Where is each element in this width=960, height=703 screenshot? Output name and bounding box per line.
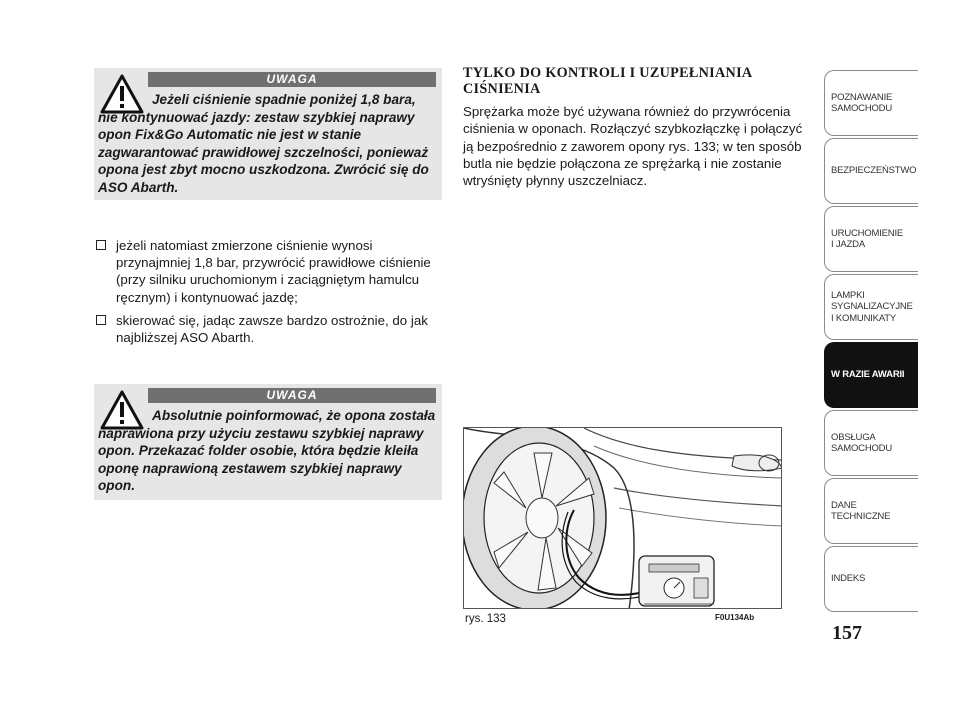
tab-obsluga[interactable]: OBSŁUGA SAMOCHODU: [824, 410, 918, 476]
list-item: skierować się, jadąc zawsze bardzo ostrożnie, do jak najbliższej ASO Abarth.: [96, 312, 446, 346]
tab-indeks[interactable]: INDEKS: [824, 546, 918, 612]
section-paragraph: Sprężarka może być używana również do przywrócenia ciśnienia w oponach. Rozłączyć szybkozłączkę i połączyć ją bezpośrednio z zaworem opony rys. 133; w ten sposób butla nie będzie połączona ze sprężarką i nie zostanie wtryśnięty płynny uszczelniacz.: [463, 104, 803, 189]
checkbox-bullet-icon: [96, 315, 106, 325]
list-item: jeżeli natomiast zmierzone ciśnienie wynosi przynajmniej 1,8 bar, przywrócić prawidłowe ciśnienie (przy silniku uruchomionym i zaciągniętym hamulcu ręcznym) i kontynuować jazdę;: [96, 237, 446, 306]
compressor-tyre-illustration: [464, 428, 782, 609]
warning-box-2: [94, 384, 442, 500]
figure-code: F0U134Ab: [715, 613, 755, 622]
warning-text: Jeżeli ciśnienie spadnie poniżej 1,8 bara, nie kontynuować jazdy: zestaw szybkiej naprawy opon Fix&Go Automatic nie jest w stanie zagwarantować prawidłowej szczelności, ponieważ opona jest zbyt mocno uszkodzona. Zwrócić się do ASO Abarth.: [98, 92, 429, 195]
tab-bezpieczenstwo[interactable]: BEZPIECZEŃSTWO: [824, 138, 918, 204]
checkbox-bullet-icon: [96, 240, 106, 250]
warning-box-1: [94, 68, 442, 200]
tab-dane[interactable]: DANE TECHNICZNE: [824, 478, 918, 544]
tab-w-razie-awarii[interactable]: W RAZIE AWARII: [824, 342, 918, 408]
bullet-list: [96, 237, 446, 352]
warning-label: UWAGA: [148, 388, 436, 403]
warning-label: UWAGA: [148, 72, 436, 87]
page-number: 157: [832, 622, 862, 644]
section-heading: TYLKO DO KONTROLI I UZUPEŁNIANIA CIŚNIENIA: [463, 65, 753, 97]
warning-text: Absolutnie poinformować, że opona została naprawiona przy użyciu zestawu szybkiej naprawy opon. Przekazać folder osobie, która będzie kleiła oponę naprawioną zestawem szybkiej naprawy opon.: [98, 408, 436, 493]
tab-uruchomienie[interactable]: URUCHOMIENIE I JAZDA: [824, 206, 918, 272]
tab-poznawanie[interactable]: POZNAWANIE SAMOCHODU: [824, 70, 918, 136]
figure-caption: rys. 133: [465, 613, 506, 625]
tab-lampki[interactable]: LAMPKI SYGNALIZACYJNE I KOMUNIKATY: [824, 274, 918, 340]
figure-illustration: [463, 427, 782, 609]
